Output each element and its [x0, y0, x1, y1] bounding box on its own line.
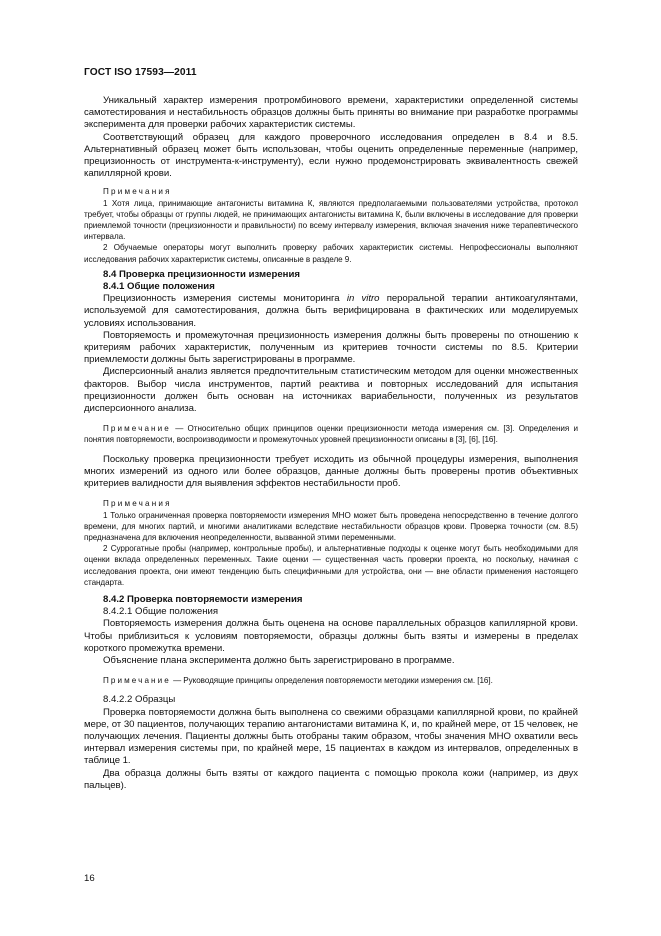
page-content	[84, 95, 578, 792]
paragraph: Прецизионность измерения системы мониторинга in vitro пероральной терапии антикоагулянтами, используемой для самотестирования, должна быть верифицирована в фактических или моделируемых условиях использования.	[84, 293, 579, 329]
paragraph: Дисперсионный анализ является предпочтительным статистическим методом для оценки множественных факторов. Выбор числа инструментов, партий реактива и повторных исследований для испытания прецизионности должен быть основан на источниках вариабельности, полученных из результатов дисперсионного анализа.	[84, 366, 578, 415]
note-item: 1 Хотя лица, принимающие антагонисты витамина К, являются предполагаемыми пользователями устройства, протокол требует, чтобы образцы от группы людей, не принимающих антагонисты витамина К, были включены в исследование для проверки приемлемой точности (прецизионности и правильности) по всему интервалу измерения, включая значения ниже терапевтического интервала.	[84, 198, 578, 242]
note-label: Примечание	[103, 424, 171, 434]
paragraph: Поскольку проверка прецизионности требует исходить из обычной процедуры измерения, выполнения многих измерений из одного или более образцов, данные должны быть проверены против объективных критериев валидности для выявления эффектов нестабильности проб.	[84, 453, 578, 490]
note-label: Примечание	[103, 676, 171, 686]
paragraph: Объяснение плана эксперимента должно быть зарегистрировано в программе.	[103, 654, 455, 666]
note: Примечание — Руководящие принципы определения повторяемости методики измерения см. [16].	[103, 676, 493, 686]
paragraph: Уникальный характер измерения протромбинового времени, характеристики определенной системы самотестирования и нестабильность образцов должны быть приняты во внимание при разработке программы эксперимента для проверки рабочих характеристик системы.	[84, 95, 578, 131]
notes-heading: Примечания	[103, 499, 172, 509]
note-item: 2 Суррогатные пробы (например, контрольные пробы), и альтернативные подходы к оценке могут быть необходимыми для оценки вклада определенных переменных. Такие оценки — существенная часть проверки проекта, но поскольку, начиная с исследования проекта, они имеют тенденцию быть специфичными для устройства, они — вне области применения настоящего стандарта.	[84, 544, 578, 587]
paragraph: Два образца должны быть взяты от каждого пациента с помощью прокола кожи (например, из двух пальцев).	[84, 767, 578, 791]
note-item: 1 Только ограниченная проверка повторяемости измерения МНО может быть проведена непосредственно в течение долгого времени, для многих партий, и многими аналитиками вследствие нестабильности образцов крови. Проверка точности (см. 8.5) предназначена для включения неопределенности, вызванной этими переменными.	[84, 510, 578, 542]
section-heading-8-4-2: 8.4.2 Проверка повторяемости измерения	[103, 593, 303, 605]
paragraph: Проверка повторяемости должна быть выполнена со свежими образцами капиллярной крови, по крайней мере, от 30 пациентов, получающих терапию антагонистами витамина К, и, по крайней мере, от 15 человек, не получающих лечения. Пациенты должны быть отобраны таким образом, чтобы значения МНО охватили весь интервал измерения системы при, по крайней мере, 15 пациентах в каждом из интервалов, определенных в таблице 1.	[84, 706, 578, 767]
page-number: 16	[84, 873, 95, 884]
note: Примечание — Относительно общих принципов оценки прецизионности метода измерения см. [3]. Определения и понятия повторяемости, воспроизводимости и промежуточных уровней прецизионности описаны в [3], [6], [16].	[84, 424, 578, 445]
section-heading-8-4: 8.4 Проверка прецизионности измерения	[103, 268, 300, 280]
section-heading-8-4-2-2: 8.4.2.2 Образцы	[103, 694, 176, 706]
note-item: 2 Обучаемые операторы могут выполнить проверку рабочих характеристик системы. Непрофессионалы выполняют исследования рабочих характеристик системы, описанные в разделе 9.	[84, 243, 578, 264]
document-header: ГОСТ ISO 17593—2011	[84, 67, 197, 78]
paragraph: Повторяемость и промежуточная прецизионность измерения должны быть проверены по отношению к критериям рабочих характеристик, полученным из критериев точности системы по 8.5. Критерии приемлемости должны быть зарегистрированы в программе.	[84, 329, 578, 366]
section-heading-8-4-2-1: 8.4.2.1 Общие положения	[103, 606, 219, 618]
paragraph: Соответствующий образец для каждого проверочного исследования определен в 8.4 и 8.5. Альтернативный образец может быть использован, чтобы оценить определенные переменные (например, прецизионность от инструмента-к-инструменту), если нужно продемонстрировать эквивалентность свежей капиллярной крови.	[84, 131, 578, 180]
paragraph: Повторяемость измерения должна быть оценена на основе параллельных образцов капиллярной крови. Чтобы приблизиться к условиям повторяемости, образцы должны быть взяты и измерены в пределах короткого промежутка времени.	[84, 618, 578, 654]
notes-heading: Примечания	[103, 187, 172, 197]
section-heading-8-4-1: 8.4.1 Общие положения	[103, 281, 215, 293]
